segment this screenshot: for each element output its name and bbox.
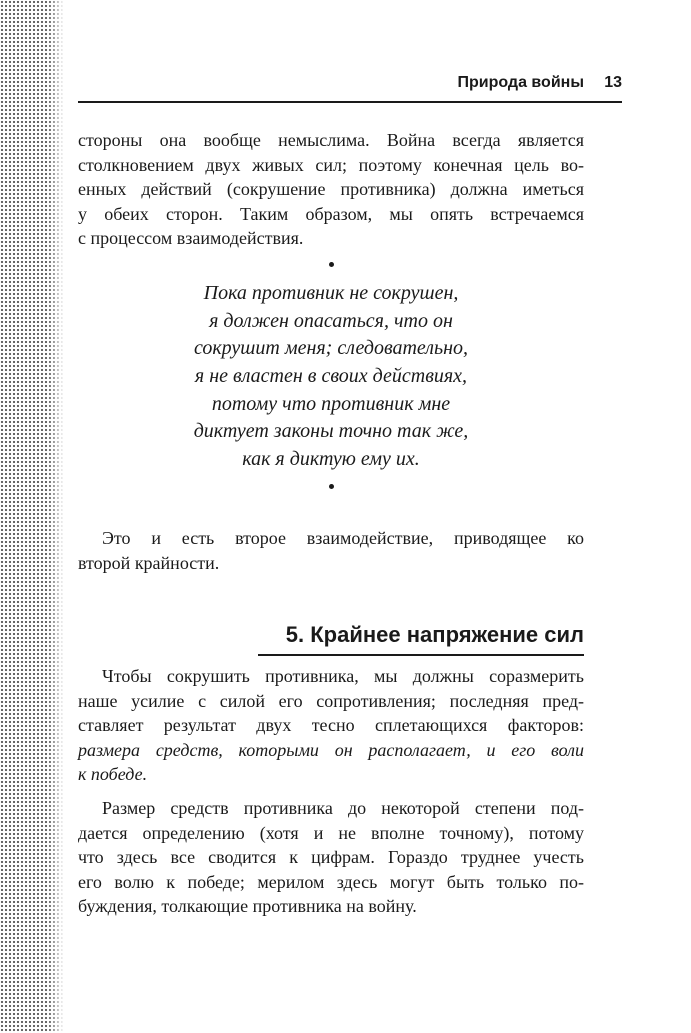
quote-ornament-top: [329, 262, 334, 267]
text-line: к победе.: [78, 764, 148, 784]
text-line: енных действий (сокрушение противника) должна иметься: [78, 179, 584, 199]
block-quote: [78, 262, 584, 489]
section-heading: [258, 620, 584, 656]
text-line: Это и есть второе взаимодействие, приводящее ко: [102, 528, 584, 548]
paragraph-3: [78, 664, 584, 787]
paragraph-1: [78, 128, 584, 251]
quote-line: как я диктую ему их.: [242, 448, 420, 471]
quote-line: я не властен в своих действиях,: [194, 365, 468, 388]
paragraph-4: [78, 796, 584, 919]
quote-ornament-bottom: [329, 484, 334, 489]
running-title: Природа войны: [457, 74, 584, 91]
text-line: размера средств, которыми он располагает, и его воли: [78, 739, 584, 760]
text-line: Чтобы сокрушить противника, мы должны соразмерить: [102, 666, 584, 686]
running-header: [78, 71, 622, 103]
text-line: дается определению (хотя и не вполне точному), потому: [78, 822, 584, 843]
quote-line: потому что противник мне: [211, 392, 451, 415]
paragraph-2: [78, 526, 584, 575]
quote-line: сокрушит меня; следовательно,: [193, 337, 469, 360]
section-heading-text: 5. Крайнее напряжение сил: [285, 622, 584, 647]
text-line: его волю к победе; мерилом здесь могут быть только по-: [78, 871, 584, 892]
text-line: ставляет результат двух тесно сплетающихся факторов:: [78, 715, 584, 735]
quote-line: Пока противник не сокрушен,: [203, 282, 459, 304]
text-line: что здесь все сводится к цифрам. Гораздо труднее учесть: [78, 847, 584, 867]
text-line: буждения, толкающие противника на войну.: [78, 896, 417, 916]
text-line: у обеих сторон. Таким образом, мы опять встречаемся: [78, 203, 584, 224]
text-line: Размер средств противника до некоторой степени под-: [102, 798, 584, 818]
halftone-scan-edge: [0, 0, 64, 1033]
quote-line: я должен опасаться, что он: [209, 309, 453, 332]
text-line: стороны она вообще немыслима. Война всегда является: [78, 130, 584, 150]
page-number: 13: [604, 74, 622, 91]
text-line: второй крайности.: [78, 552, 220, 573]
quote-line: диктует законы точно так же,: [193, 420, 469, 443]
text-line: столкновением двух живых сил; поэтому конечная цель во-: [78, 154, 584, 175]
text-line: наше усилие с силой его сопротивления; последняя пред-: [78, 690, 584, 711]
text-line: с процессом взаимодействия.: [78, 228, 304, 248]
